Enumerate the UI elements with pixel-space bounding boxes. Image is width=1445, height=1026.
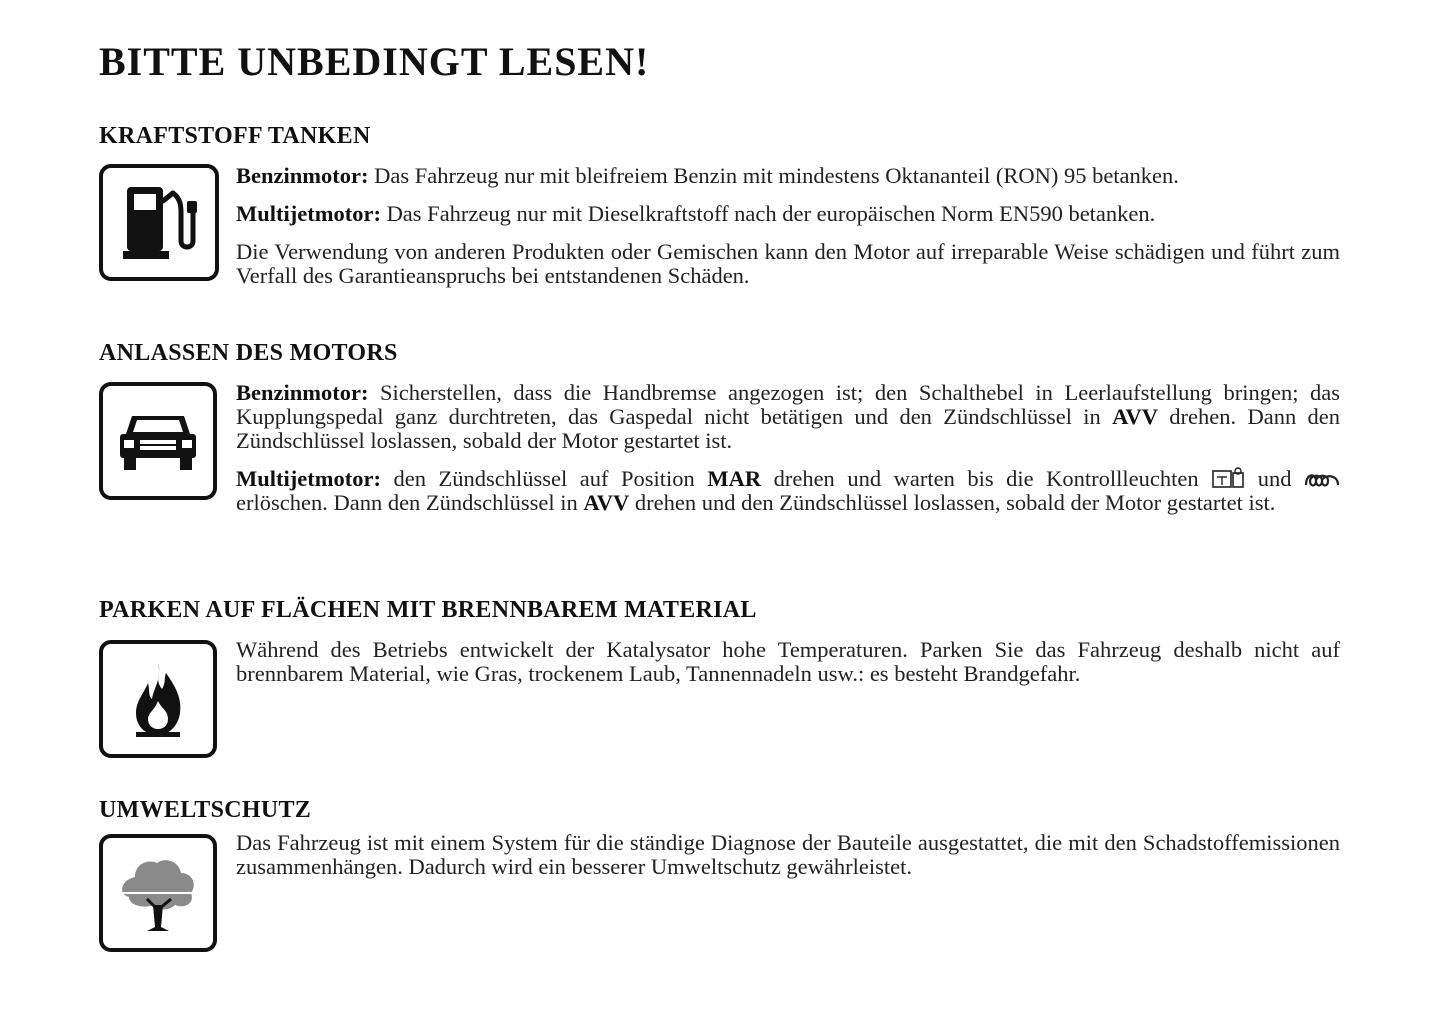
start-diesel-text-d: erlöschen. Dann den Zündschlüssel in bbox=[236, 490, 584, 515]
start-diesel-label: Multijetmotor: bbox=[236, 466, 381, 491]
parking-paragraph bbox=[236, 638, 1340, 686]
fuel-icon-box bbox=[99, 164, 219, 281]
glow-plug-icon bbox=[1304, 471, 1340, 489]
fuel-paragraph-petrol bbox=[236, 164, 1340, 188]
start-petrol-text-a: Sicherstellen, dass die Handbremse angezogen ist; den Schalthebel in Leerlaufstellung bringen; das Kupplungspedal ganz durchtreten, das Gaspedal nicht betätigen und den Zündschlüssel in bbox=[236, 380, 1340, 429]
fuel-warning-text: Die Verwendung von anderen Produkten oder Gemischen kann den Motor auf irreparable Weise schädigen und führt zum Verfall des Garantieanspruchs bei entstandenen Schäden. bbox=[236, 239, 1340, 288]
diesel-label: Multijetmotor: bbox=[236, 201, 381, 226]
environment-paragraph bbox=[236, 831, 1340, 879]
start-diesel-text-c: und bbox=[1245, 466, 1305, 491]
start-paragraph-petrol bbox=[236, 381, 1340, 453]
start-diesel-text-e: drehen und den Zündschlüssel loslassen, sobald der Motor gestartet ist. bbox=[629, 490, 1276, 515]
page-title: BITTE UNBEDINGT LESEN! bbox=[99, 39, 650, 84]
section-heading-start: ANLASSEN DES MOTORS bbox=[99, 340, 398, 366]
section-heading-fuel: KRAFTSTOFF TANKEN bbox=[99, 123, 371, 149]
avv-label-1: AVV bbox=[1112, 404, 1158, 429]
environment-text-content: Das Fahrzeug ist mit einem System für die ständige Diagnose der Bauteile ausgestattet, die mit den Schadstoffemissionen zusammenhängen. Dadurch wird ein besserer Umweltschutz gewährleistet. bbox=[236, 830, 1340, 879]
petrol-label: Benzinmotor: bbox=[236, 163, 369, 188]
parking-text bbox=[236, 638, 1340, 700]
fuel-paragraph-diesel bbox=[236, 202, 1340, 226]
car-icon-box bbox=[99, 382, 217, 500]
petrol-text: Das Fahrzeug nur mit bleifreiem Benzin mit mindestens Oktananteil (RON) 95 betanken. bbox=[368, 163, 1179, 188]
car-front-icon bbox=[118, 410, 198, 472]
avv-label-2: AVV bbox=[583, 490, 630, 515]
fuel-paragraph-warning bbox=[236, 240, 1340, 288]
start-diesel-text-a: den Zündschlüssel auf Position bbox=[380, 466, 708, 491]
parking-warning-text: Während des Betriebs entwickelt der Katalysator hohe Temperaturen. Parken Sie das Fahrzeug deshalb nicht auf brennbarem Material, wie Gras, trockenem Laub, Tannennadeln usw.: es besteht Brandgefahr. bbox=[236, 637, 1340, 686]
section-heading-parking: PARKEN AUF FLÄCHEN MIT BRENNBAREM MATERIAL bbox=[99, 597, 757, 623]
diesel-text: Das Fahrzeug nur mit Dieselkraftstoff nach der europäischen Norm EN590 betanken. bbox=[380, 201, 1156, 226]
warning-lights-icon bbox=[1211, 467, 1245, 489]
flame-icon bbox=[132, 661, 184, 737]
fuel-pump-icon bbox=[121, 183, 197, 263]
start-text bbox=[236, 381, 1340, 529]
tree-icon bbox=[117, 853, 199, 933]
start-paragraph-diesel bbox=[236, 467, 1340, 515]
start-petrol-text-b: drehen. Dann den Zündschlüssel loslassen, sobald der Motor gestartet ist. bbox=[236, 404, 1340, 453]
mar-label: MAR bbox=[707, 466, 762, 491]
environment-text bbox=[236, 831, 1340, 893]
section-heading-environment: UMWELTSCHUTZ bbox=[99, 797, 312, 823]
flame-icon-box bbox=[99, 640, 217, 758]
start-diesel-text-b: drehen und warten bis die Kontrollleuchten bbox=[761, 466, 1212, 491]
fuel-text bbox=[236, 164, 1340, 302]
tree-icon-box bbox=[99, 834, 217, 952]
start-petrol-label: Benzinmotor: bbox=[236, 380, 369, 405]
